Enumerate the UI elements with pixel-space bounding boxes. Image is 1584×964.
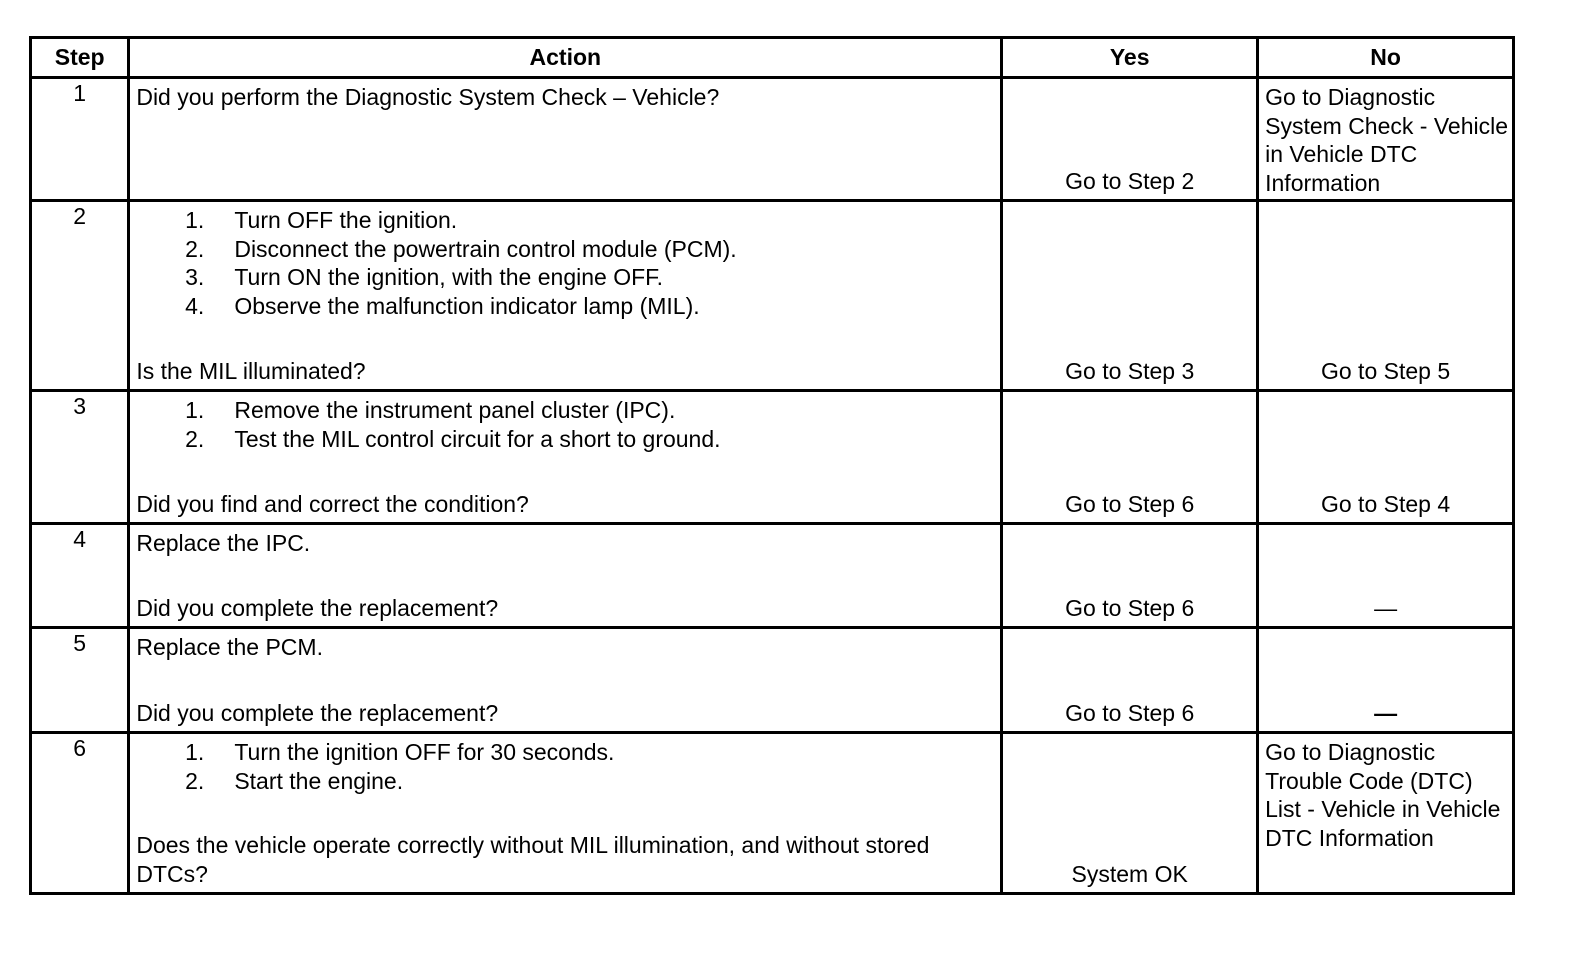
step-number: 1: [31, 78, 129, 201]
list-item: [136, 396, 996, 425]
list-text: Test the MIL control circuit for a short to ground.: [234, 425, 721, 452]
no-cell: [1258, 524, 1514, 628]
diagnostic-table: [29, 36, 1515, 895]
list-item: [136, 767, 996, 796]
no-cell: [1258, 391, 1514, 524]
list-number: 3.: [185, 264, 205, 290]
list-text: Observe the malfunction indicator lamp (MIL).: [234, 292, 700, 319]
header-no: No: [1258, 38, 1514, 78]
step-number: 3: [31, 391, 129, 524]
table-row: [31, 201, 1514, 391]
step-list: [136, 206, 996, 320]
action-question: Is the MIL illuminated?: [136, 357, 366, 384]
step-number: 2: [31, 201, 129, 391]
list-text: Turn OFF the ignition.: [234, 207, 458, 233]
step-number: 5: [31, 628, 129, 733]
header-step: Step: [31, 38, 129, 78]
list-text: Turn ON the ignition, with the engine OFF.: [234, 264, 664, 290]
step-list: [136, 396, 996, 453]
action-steps: [136, 206, 996, 320]
list-number: 4.: [185, 292, 205, 319]
no-text: Go to Step 4: [1320, 490, 1451, 517]
action-question: Did you complete the replacement?: [136, 594, 499, 621]
list-number: 1.: [185, 739, 205, 765]
table-row: [31, 733, 1514, 894]
yes-cell: [1002, 201, 1258, 391]
action-cell: [129, 78, 1002, 201]
yes-text: Go to Step 6: [1065, 699, 1195, 726]
yes-text: Go to Step 2: [1065, 167, 1195, 194]
action-intro: Replace the IPC.: [136, 530, 311, 556]
header-action: Action: [129, 38, 1002, 78]
list-text: Start the engine.: [234, 767, 404, 794]
no-text: —: [1374, 699, 1398, 726]
header-yes: Yes: [1002, 38, 1258, 78]
step-number: 4: [31, 524, 129, 628]
yes-cell: [1002, 78, 1258, 201]
action-cell: [129, 391, 1002, 524]
list-number: 2.: [185, 235, 205, 262]
no-text: —: [1374, 594, 1398, 621]
table-row: [31, 391, 1514, 524]
no-cell: [1258, 628, 1514, 733]
table-row: [31, 524, 1514, 628]
table-row: [31, 78, 1514, 201]
action-question: Did you find and correct the condition?: [136, 490, 529, 517]
action-intro: Did you perform the Diagnostic System Check – Vehicle?: [136, 84, 720, 110]
list-item: [136, 263, 996, 292]
list-item: [136, 235, 996, 264]
action-cell: [129, 628, 1002, 733]
list-item: [136, 292, 996, 321]
list-item: [136, 425, 996, 454]
action-cell: [129, 201, 1002, 391]
list-number: 1.: [185, 397, 205, 423]
yes-text: Go to Step 3: [1065, 357, 1195, 384]
list-number: 2.: [185, 425, 205, 452]
no-text: Go to Step 5: [1320, 357, 1451, 384]
action-intro: Replace the PCM.: [136, 634, 323, 660]
yes-text: Go to Step 6: [1065, 594, 1195, 621]
no-cell: [1258, 78, 1514, 201]
yes-text: Go to Step 6: [1065, 490, 1195, 517]
yes-cell: [1002, 733, 1258, 894]
header-row: [31, 38, 1514, 78]
list-item: [136, 206, 996, 235]
list-number: 2.: [185, 767, 205, 794]
yes-cell: [1002, 628, 1258, 733]
step-number: 6: [31, 733, 129, 894]
list-text: Turn the ignition OFF for 30 seconds.: [234, 739, 615, 765]
list-number: 1.: [185, 207, 205, 233]
action-cell: [129, 733, 1002, 894]
action-cell: [129, 524, 1002, 628]
no-cell: [1258, 733, 1514, 894]
step-list: [136, 738, 996, 795]
action-question: Did you complete the replacement?: [136, 699, 499, 726]
table-row: [31, 628, 1514, 733]
yes-cell: [1002, 524, 1258, 628]
yes-cell: [1002, 391, 1258, 524]
action-steps: [136, 396, 996, 453]
list-item: [136, 738, 996, 767]
no-text: Go to Diagnostic System Check - Vehicle in Vehicle DTC Information: [1265, 84, 1508, 196]
list-text: Disconnect the powertrain control module (PCM).: [234, 235, 737, 262]
list-text: Remove the instrument panel cluster (IPC).: [234, 397, 676, 423]
no-cell: [1258, 201, 1514, 391]
action-question: Does the vehicle operate correctly without MIL illumination, and without stored DTCs?: [136, 832, 930, 887]
no-text: Go to Diagnostic Trouble Code (DTC) List - Vehicle in Vehicle DTC Information: [1265, 739, 1501, 851]
yes-text: System OK: [1071, 860, 1188, 887]
action-steps: [136, 738, 996, 795]
